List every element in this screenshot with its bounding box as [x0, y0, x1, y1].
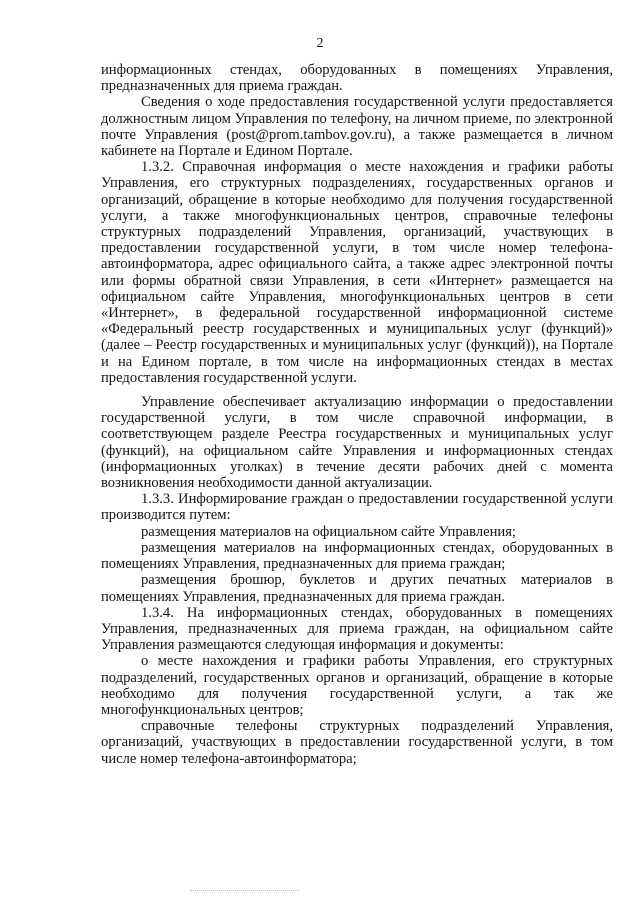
list-item-reference-phones: справочные телефоны структурных подразделений Управления, организаций, участвующих в предоставлении государственной услуги, в том числе номер телефона-автоинформатора; [101, 718, 613, 767]
list-item-location-schedule: о месте нахождения и графики работы Управления, его структурных подразделений, государственных органов и организаций, обращение в которые необходимо для получения государственной услуги, а так же многофункциональных центров; [101, 653, 613, 718]
paragraph-1-3-2-reference-info: 1.3.2. Справочная информация о месте нахождения и графики работы Управления, его структурных подразделениях, государственных органов и организаций, обращение в которые необходимо для получения государственной услуги, а также многофункциональных центров, справочные телефоны структурных подразделений Управления, организаций, участвующих в предоставлении государственной услуги, в том числе номер телефона-автоинформатора, адрес официального сайта, а также адрес электронной почты или формы обратной связи Управления, в сети «Интернет» размещается на официальном сайте Управления, многофункциональных центров в сети «Интернет», в федеральной государственной информационной системе «Федеральный реестр государственных и муниципальных услуг (функций)» (далее – Реестр государственных и муниципальных услуг (функций)), на Портале и на Едином портале, в том числе на информационных стендах в местах предоставления государственной услуги. [101, 159, 613, 386]
list-item-printed-materials: размещения брошюр, буклетов и других печатных материалов в помещениях Управления, предназначенных для приема граждан. [101, 572, 613, 605]
paragraph-service-progress-info: Сведения о ходе предоставления государственной услуги предоставляется должностным лицом Управления по телефону, на личном приеме, по электронной почте Управления (post@prom.tambov.gov.ru), а также размещается в личном кабинете на Портале и Едином Портале. [101, 94, 613, 160]
page-number: 2 [316, 36, 324, 51]
document-body [101, 62, 613, 767]
paragraph-stands-continuation: информационных стендах, оборудованных в помещениях Управления, предназначенных для приема граждан. [101, 62, 613, 95]
scan-artifact-mark [190, 890, 300, 895]
paragraph-info-actualization: Управление обеспечивает актуализацию информации о предоставлении государственной услуги, в том числе справочной информации, в соответствующем разделе Реестра государственных и муниципальных услуг (функций), на официальном сайте Управления и информационных стендах (информационных уголках) в течение десяти рабочих дней с момента возникновения необходимости данной актуализации. [101, 394, 613, 492]
list-item-info-stands: размещения материалов на информационных стендах, оборудованных в помещениях Управления, предназначенных для приема граждан; [101, 539, 613, 573]
list-item-official-site: размещения материалов на официальном сайте Управления; [141, 523, 516, 540]
paragraph-1-3-4-stands-content: 1.3.4. На информационных стендах, оборудованных в помещениях Управления, предназначенных для приема граждан, на официальном сайте Управления размещаются следующая информация и документы: [101, 604, 613, 654]
paragraph-1-3-3-informing: 1.3.3. Информирование граждан о предоставлении государственной услуги производится путем: [101, 491, 613, 524]
